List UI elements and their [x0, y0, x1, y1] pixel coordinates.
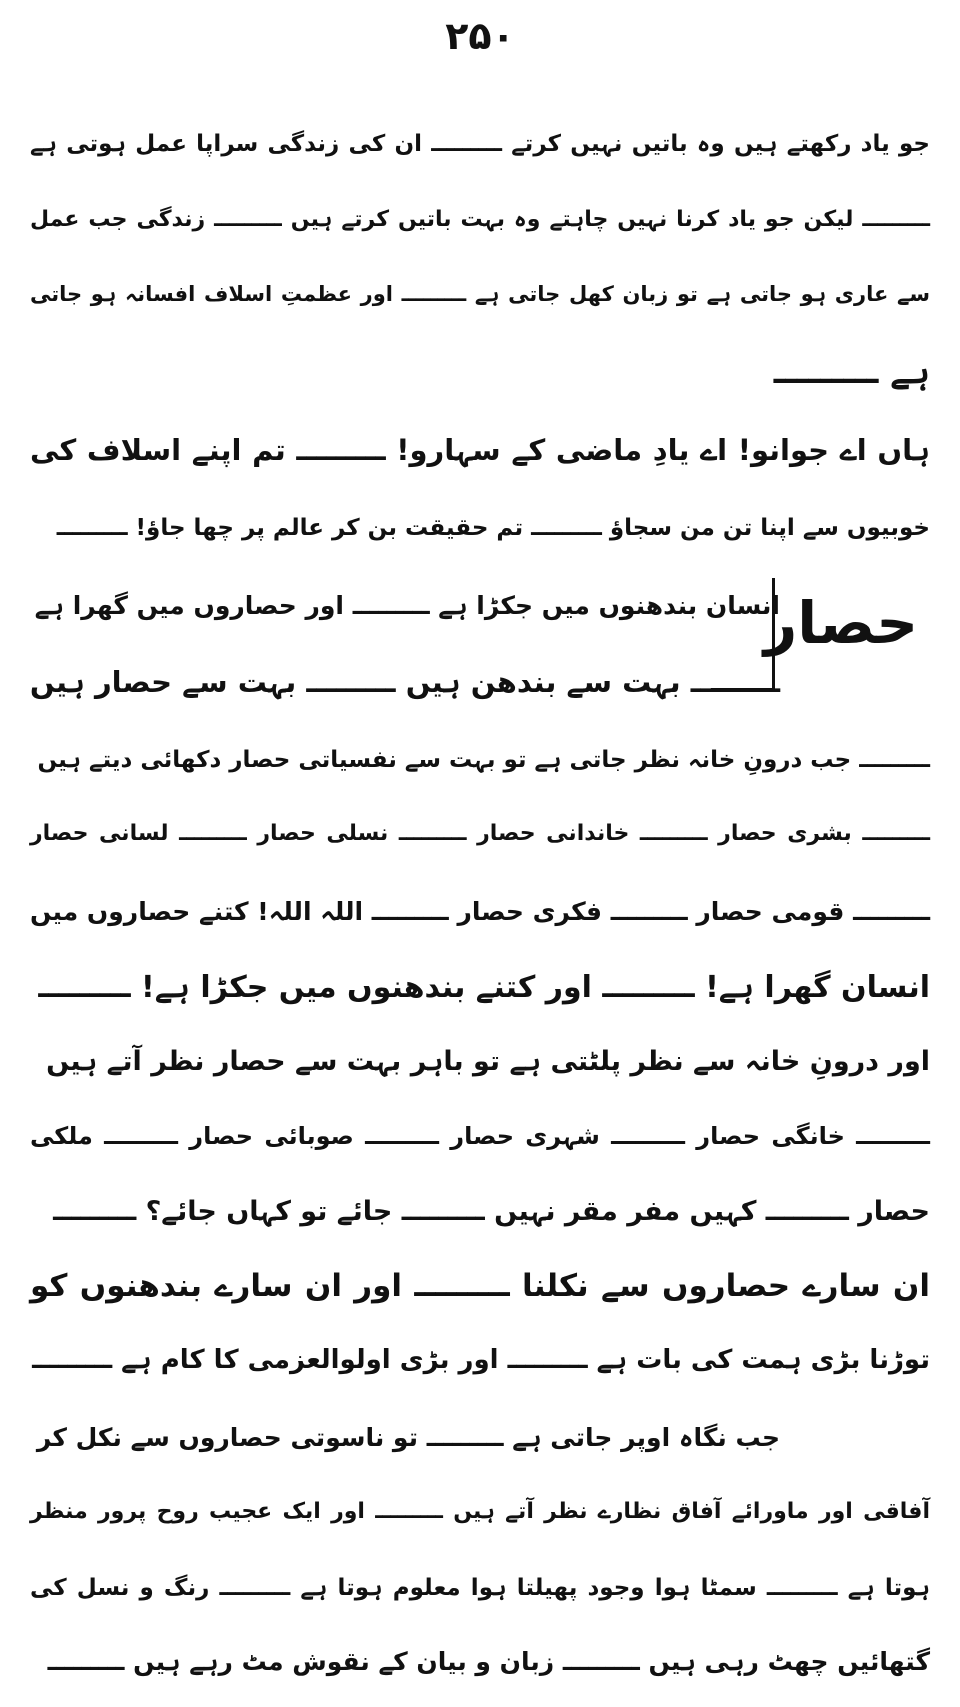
text-line: سے عاری ہو جاتی ہے تو زبان کھل جاتی ہے ـــــــــ اور عظمتِ اسلاف افسانہ ہو جاتی	[30, 282, 930, 306]
text-line: جو یاد رکھتے ہیں وہ باتیں نہیں کرتے ـــــــــ ان کی زندگی سراپا عمل ہوتی ہے	[30, 131, 930, 157]
text-line: ـــــــــ خانگی حصار ـــــــــ شہری حصار ـــــــــ صوبائی حصار ـــــــــ ملکی	[30, 1122, 930, 1150]
text-line: انسان گھرا ہے! ـــــــــ اور کتنے بندھنوں میں جکڑا ہے! ـــــــــ	[38, 970, 930, 1005]
text-line: گتھائیں چھٹ رہی ہیں ـــــــــ زبان و بیان کے نقوش مٹ رہے ہیں ـــــــــ	[47, 1647, 930, 1676]
text-line: جب نگاہ اوپر جاتی ہے ـــــــــ تو ناسوتی حصاروں سے نکل کر	[36, 1423, 780, 1452]
text-line: ہاں اے جوانو! اے یادِ ماضی کے سہارو! ـــــــــ تم اپنے اسلاف کی	[30, 433, 930, 467]
text-line: آفاقی اور ماورائے آفاق نظارے نظر آتے ہیں ـــــــــ اور ایک عجیب روح پرور منظر	[30, 1499, 930, 1524]
page-number: ۲۵۰	[445, 14, 515, 58]
text-line: اور درونِ خانہ سے نظر پلٹتی ہے تو باہر بہت سے حصار نظر آتے ہیں	[46, 1046, 930, 1077]
text-line: انسان بندھنوں میں جکڑا ہے ـــــــــ اور حصاروں میں گھرا ہے	[34, 591, 780, 620]
text-line: حصار ـــــــــ کہیں مفر مقر نہیں ـــــــــ جائے تو کہاں جائے؟ ـــــــــ	[53, 1196, 930, 1227]
text-line: ـــــــــ جب درونِ خانہ نظر جاتی ہے تو بہت سے نفسیاتی حصار دکھائی دیتے ہیں	[37, 747, 930, 773]
text-line: ہے ـــــــــ	[773, 352, 930, 392]
text-line: ـــــــــ بشری حصار ـــــــــ خاندانی حصار ـــــــــ نسلی حصار ـــــــــ لسانی حصار	[30, 821, 930, 846]
text-line: ہوتا ہے ـــــــــ سمٹا ہوا وجود پھیلتا ہوا معلوم ہوتا ہے ـــــــــ رنگ و نسل کی	[30, 1575, 930, 1601]
text-line: ـــــــــ لیکن جو یاد کرنا نہیں چاہتے وہ بہت باتیں کرتے ہیں ـــــــــ زندگی جب عمل	[30, 207, 930, 232]
text-line: ـــــــــ بہت سے بندھن ہیں ـــــــــ بہت سے حصار ہیں	[29, 665, 780, 699]
section-heading: حصار	[763, 589, 918, 657]
text-line: ـــــــــ قومی حصار ـــــــــ فکری حصار ـــــــــ اللہ اللہ! کتنے حصاروں میں	[30, 897, 930, 926]
text-line: ان سارے حصاروں سے نکلنا ـــــــــ اور ان سارے بندھنوں کو	[30, 1268, 930, 1304]
text-line: خوبیوں سے اپنا تن من سجاؤ ـــــــــ تم حقیقت بن کر عالم پر چھا جاؤ! ـــــــــ	[56, 515, 930, 541]
text-line: توڑنا بڑی ہمت کی بات ہے ـــــــــ اور بڑی اولوالعزمی کا کام ہے ـــــــــ	[32, 1345, 930, 1375]
